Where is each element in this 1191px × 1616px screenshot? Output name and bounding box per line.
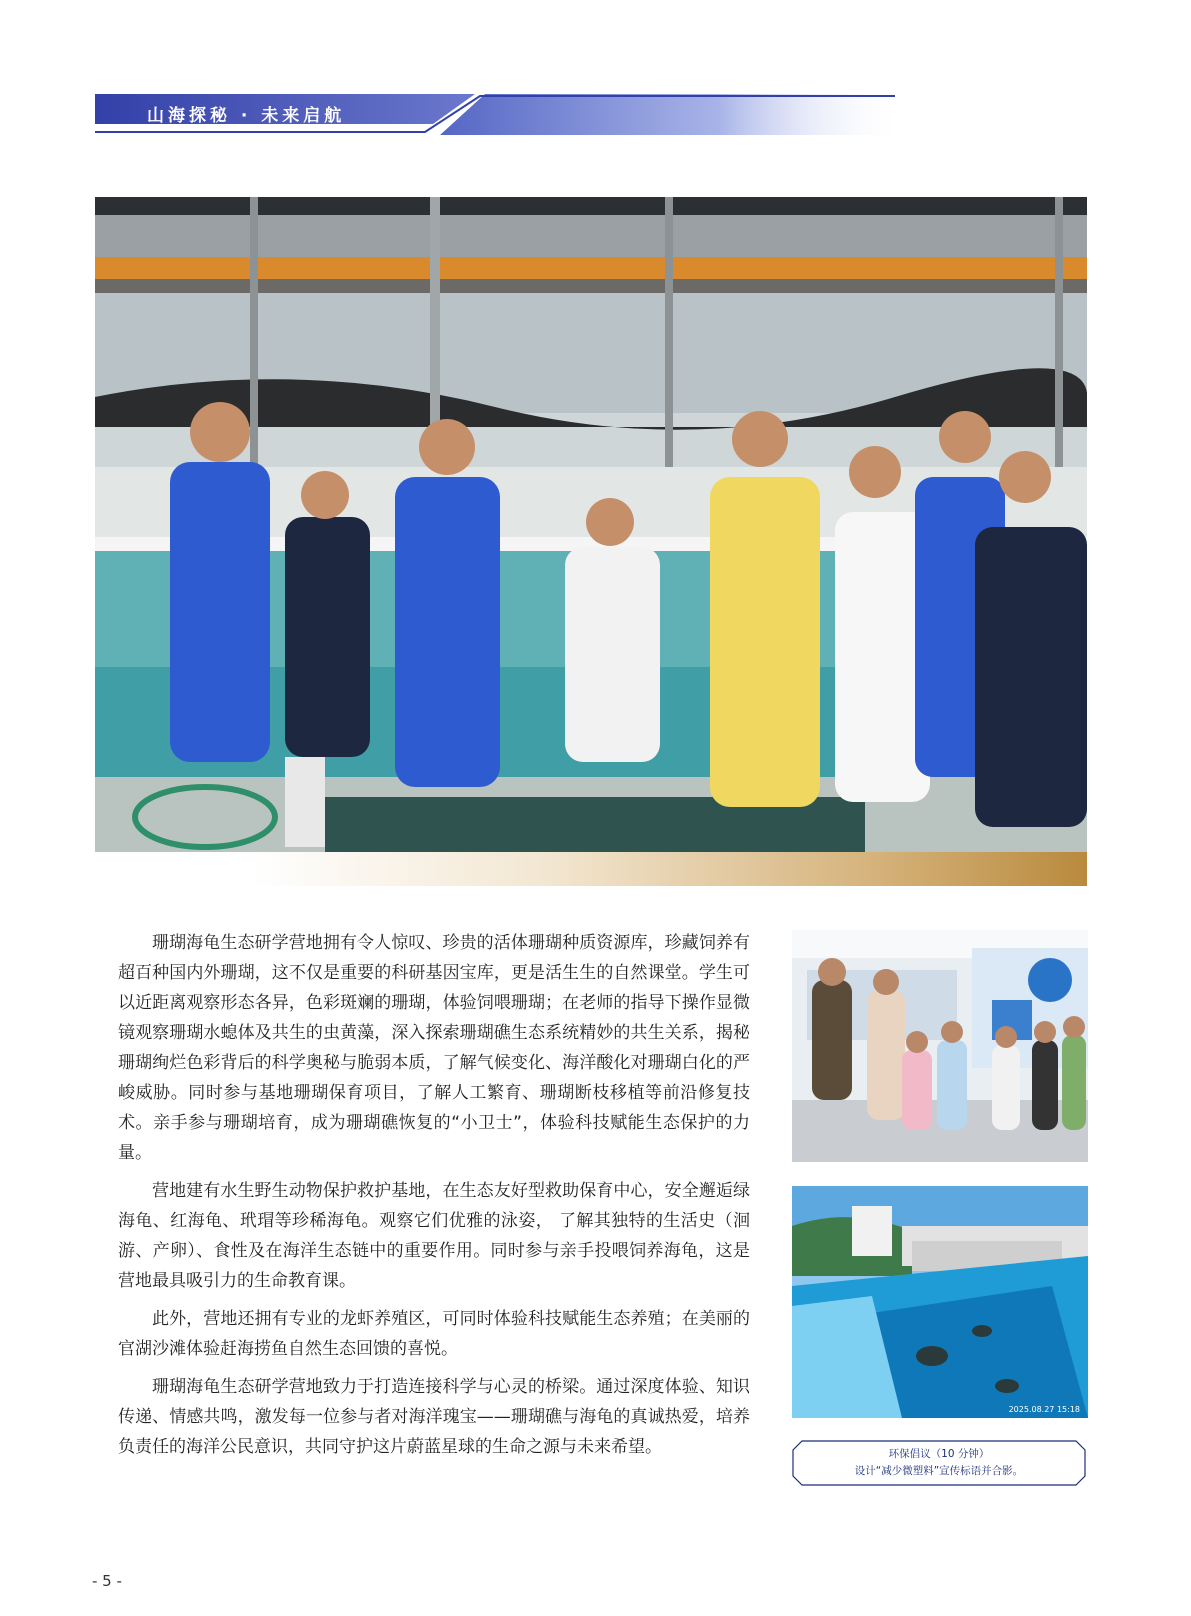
article-body <box>118 928 750 1470</box>
side-photo-turtle-pool <box>792 1186 1088 1418</box>
article-paragraph-1: 珊瑚海龟生态研学营地拥有令人惊叹、珍贵的活体珊瑚种质资源库，珍藏饲养有超百种国内外珊瑚，这不仅是重要的科研基因宝库，更是活生生的自然课堂。学生可以近距离观察形态各异，色彩斑斓的珊瑚，体验饲喂珊瑚；在老师的指导下操作显微镜观察珊瑚水螅体及共生的虫黄藻，深入探索珊瑚礁生态系统精妙的共生关系，揭秘珊瑚绚烂色彩背后的科学奥秘与脆弱本质，了解气候变化、海洋酸化对珊瑚白化的严峻威胁。同时参与基地珊瑚保育项目，了解人工繁育、珊瑚断枝移植等前沿修复技术。亲手参与珊瑚培育，成为珊瑚礁恢复的“小卫士”，体验科技赋能生态保护的力量。 <box>118 933 750 1163</box>
turtle-pool-photo-illustration <box>792 1186 1088 1418</box>
article-paragraph-4: 珊瑚海龟生态研学营地致力于打造连接科学与心灵的桥梁。通过深度体验、知识传递、情感共鸣，激发每一位参与者对海洋瑰宝——珊瑚礁与海龟的真诚热爱，培养负责任的海洋公民意识，共同守护这片蔚蓝星球的生命之源与未来希望。 <box>118 1377 750 1457</box>
banner-title: 山海探秘 · 未来启航 <box>147 106 346 126</box>
header-banner <box>95 94 905 142</box>
hero-photo-illustration <box>95 197 1087 852</box>
exhibition-photo-illustration <box>792 930 1088 1162</box>
page-number: - 5 - <box>92 1572 122 1590</box>
photo-caption <box>792 1440 1086 1486</box>
article-paragraph-3: 此外，营地还拥有专业的龙虾养殖区，可同时体验科技赋能生态养殖；在美丽的官湖沙滩体验赶海捞鱼自然生态回馈的喜悦。 <box>118 1309 750 1359</box>
caption-line-1: 环保倡议（10 分钟） <box>888 1448 990 1460</box>
hero-gold-strip <box>250 852 1087 886</box>
side-photo-exhibition <box>792 930 1088 1162</box>
caption-line-2: 设计“减少微塑料”宣传标语并合影。 <box>854 1465 1024 1477</box>
article-paragraph-2: 营地建有水生野生动物保护救护基地，在生态友好型救助保育中心，安全邂逅绿海龟、红海龟、玳瑁等珍稀海龟。观察它们优雅的泳姿， 了解其独特的生活史（洄游、产卵）、食性及在海洋生态链中的重要作用。同时参与亲手投喂饲养海龟，这是营地最具吸引力的生命教育课。 <box>118 1181 750 1291</box>
hero-photo <box>95 197 1087 852</box>
photo-timestamp: 2025.08.27 15:18 <box>1008 1405 1080 1414</box>
